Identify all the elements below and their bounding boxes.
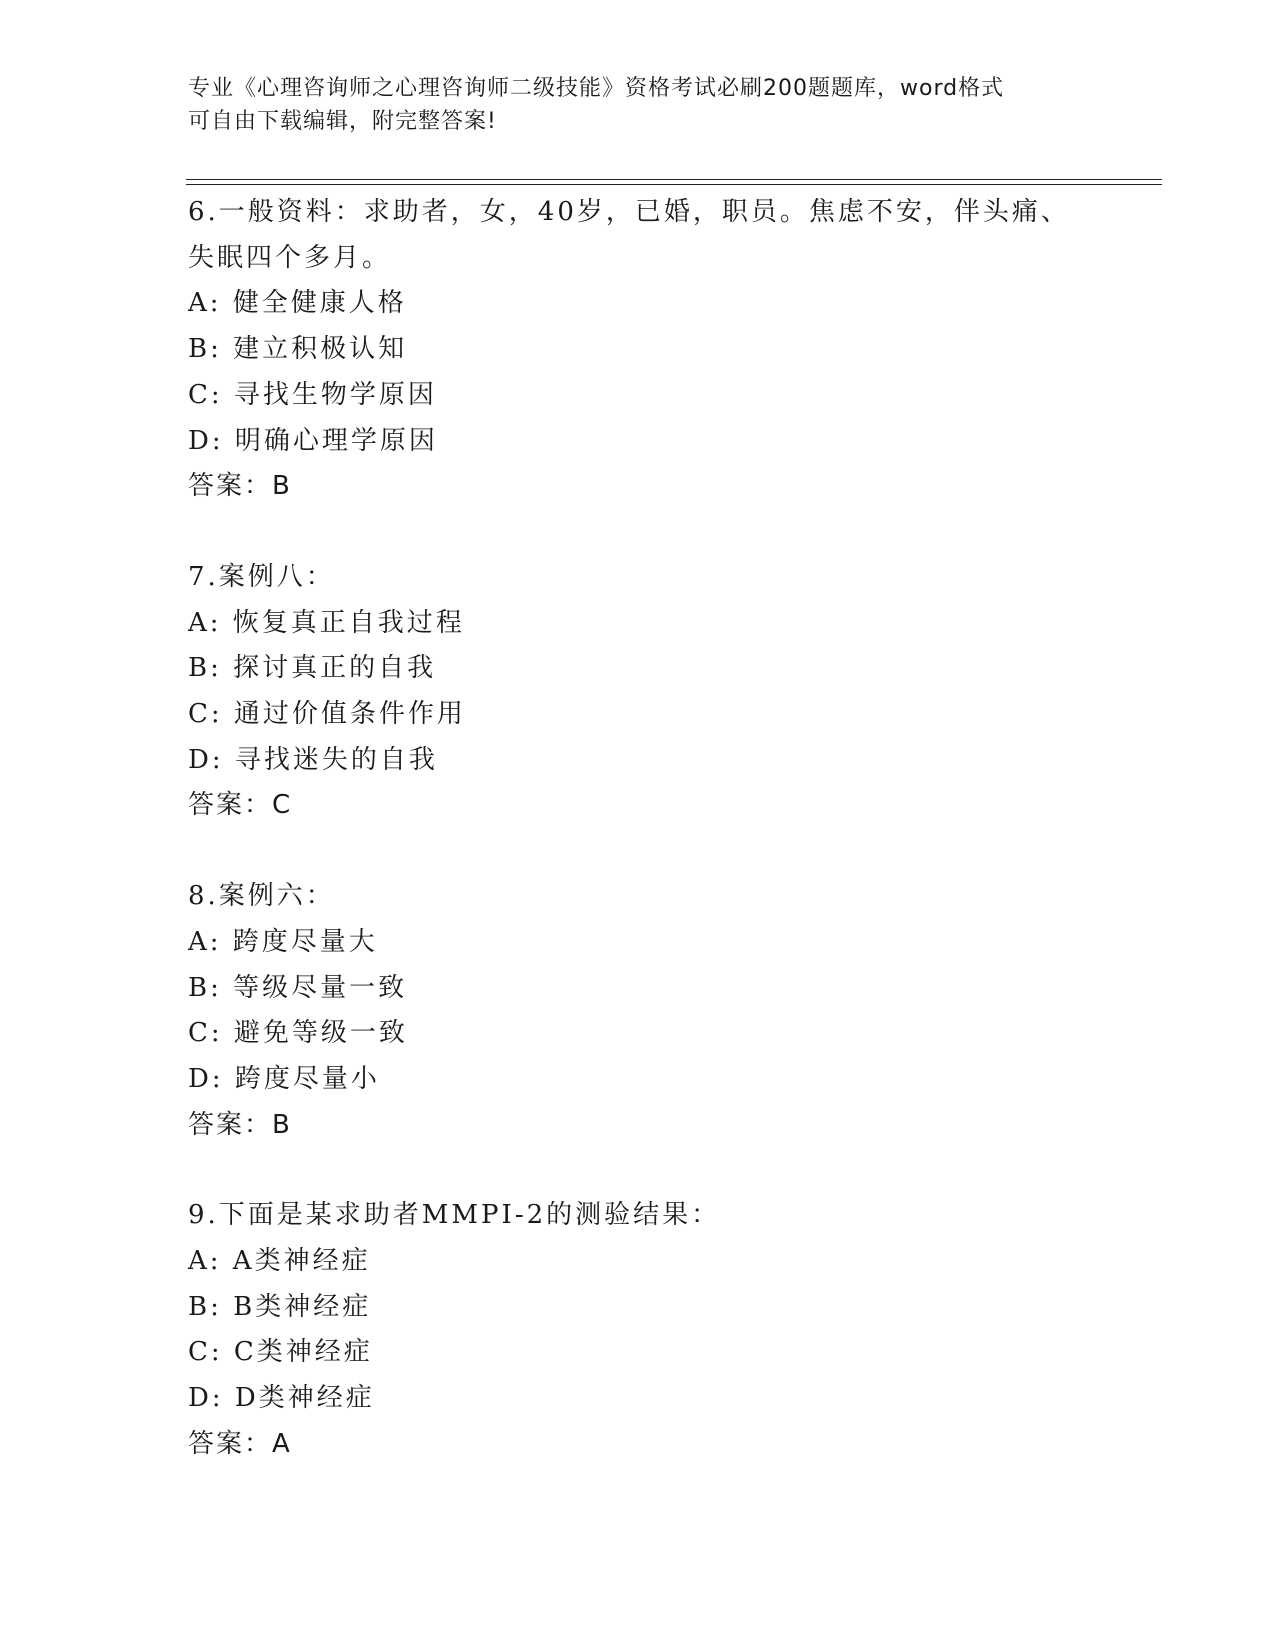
answer: 答案：B: [188, 471, 292, 502]
question-8: [188, 874, 1148, 1148]
answer: 答案：C: [188, 790, 293, 821]
question-list: [188, 190, 1148, 1513]
question-7: [188, 555, 1148, 829]
option-d: D: D类神经症: [188, 1383, 375, 1414]
option-a: A: 健全健康人格: [188, 288, 407, 319]
question-stem: 9.下面是某求助者MMPI-2的测验结果：: [188, 1200, 721, 1231]
question-stem: 6.一般资料：求助者，女，40岁，已婚，职员。焦虑不安，伴头痛、: [188, 197, 1070, 227]
option-d: D: 跨度尽量小: [188, 1063, 380, 1094]
option-a: A: A类神经症: [188, 1246, 371, 1277]
document-header: [188, 72, 1088, 138]
header-title-line-2: 可自由下载编辑，附完整答案!: [188, 109, 497, 134]
question-6: [188, 190, 1148, 510]
header-title-line-1: 专业《心理咨询师之心理咨询师二级技能》资格考试必刷200题题库，word格式: [188, 76, 1005, 101]
answer: 答案：B: [188, 1109, 292, 1140]
answer: 答案：A: [188, 1428, 292, 1459]
header-divider-top: [186, 179, 1162, 180]
option-d: D: 寻找迷失的自我: [188, 744, 438, 775]
option-c: C: 寻找生物学原因: [188, 379, 437, 410]
question-stem: 8.案例六：: [188, 881, 335, 912]
option-a: A: 恢复真正自我过程: [188, 607, 465, 638]
option-a: A: 跨度尽量大: [188, 926, 378, 957]
question-stem: 7.案例八：: [188, 561, 335, 592]
option-b: B: B类神经症: [188, 1291, 372, 1322]
option-c: C: C类神经症: [188, 1337, 373, 1368]
option-b: B: 等级尽量一致: [188, 972, 408, 1003]
option-b: B: 建立积极认知: [188, 334, 408, 365]
header-divider-bottom: [186, 184, 1162, 185]
option-c: C: 通过价值条件作用: [188, 699, 466, 730]
question-stem-continued: 失眠四个多月。: [188, 242, 392, 273]
option-d: D: 明确心理学原因: [188, 425, 438, 456]
question-9: [188, 1193, 1148, 1467]
option-b: B: 探讨真正的自我: [188, 653, 437, 684]
option-c: C: 避免等级一致: [188, 1018, 408, 1049]
